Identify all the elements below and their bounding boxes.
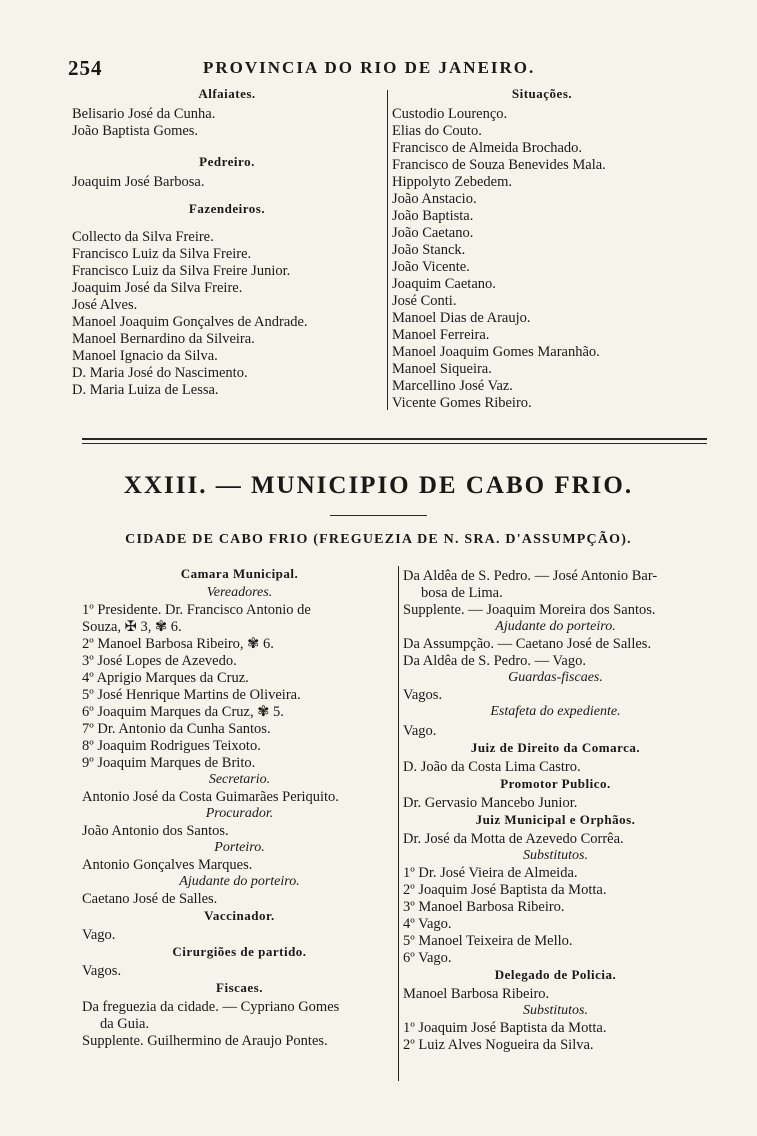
subheading: Secretario. [208, 772, 271, 787]
list-item: Vago. [82, 927, 116, 943]
section-heading: Delegado de Policia. [494, 967, 617, 982]
list-item: Joaquim José Barbosa. [72, 174, 205, 190]
subheading: Procurador. [205, 806, 274, 821]
list-item: Elias do Couto. [392, 123, 482, 139]
subheading: Substitutos. [523, 1003, 588, 1018]
subheading: Substitutos. [523, 848, 588, 863]
chapter-title: XXIII. — MUNICIPIO DE CABO FRIO. [123, 472, 634, 499]
list-item: bosa de Lima. [421, 585, 503, 601]
list-item: Belisario José da Cunha. [72, 106, 216, 122]
list-item: 1º Presidente. Dr. Francisco Antonio de [82, 602, 311, 618]
list-item: Collecto da Silva Freire. [72, 229, 214, 245]
running-head [68, 56, 688, 82]
list-item: D. João da Costa Lima Castro. [403, 759, 581, 775]
list-item: 7º Dr. Antonio da Cunha Santos. [82, 721, 271, 737]
subheading: Estafeta do expediente. [490, 704, 621, 719]
list-item: 1º Dr. José Vieira de Almeida. [403, 865, 578, 881]
list-item: Francisco de Almeida Brochado. [392, 140, 583, 156]
section-heading: Promotor Publico. [500, 776, 611, 791]
list-item: D. Maria José do Nascimento. [72, 365, 248, 381]
list-item: José Alves. [72, 297, 138, 313]
section-heading: Fazendeiros. [188, 201, 266, 216]
list-item: Francisco Luiz da Silva Freire. [72, 246, 252, 262]
section-heading: Camara Municipal. [180, 566, 299, 581]
list-item: 3º José Lopes de Azevedo. [82, 653, 237, 669]
list-item: Supplente. Guilhermino de Araujo Pontes. [82, 1033, 328, 1049]
list-item: 2º Luiz Alves Nogueira da Silva. [403, 1037, 594, 1053]
list-item: Manoel Bernardino da Silveira. [72, 331, 255, 347]
section-heading: Cirurgiões de partido. [172, 944, 307, 959]
list-item: 1º Joaquim José Baptista da Motta. [403, 1020, 607, 1036]
list-item: Caetano José de Salles. [82, 891, 218, 907]
list-item: 6º Vago. [403, 950, 452, 966]
list-item: Manoel Siqueira. [392, 361, 492, 377]
list-item: Vicente Gomes Ribeiro. [392, 395, 532, 411]
list-item: 4º Aprigio Marques da Cruz. [82, 670, 249, 686]
page-header-title: PROVINCIA DO RIO DE JANEIRO. [203, 58, 536, 77]
list-item: João Anstacio. [392, 191, 477, 207]
list-item: João Stanck. [392, 242, 466, 258]
column-divider [387, 90, 388, 410]
list-item: João Baptista. [392, 208, 474, 224]
top-right-column [392, 86, 692, 412]
list-item: 4º Vago. [403, 916, 452, 932]
list-item: Hippolyto Zebedem. [392, 174, 513, 190]
bottom-left-column [82, 566, 397, 1050]
subheading: Vereadores. [206, 585, 273, 600]
section-heading: Juiz de Direito da Comarca. [470, 740, 641, 755]
section-heading: Situações. [511, 86, 573, 101]
list-item: Francisco Luiz da Silva Freire Junior. [72, 263, 291, 279]
section-heading: Pedreiro. [199, 154, 255, 169]
list-item: Manoel Ignacio da Silva. [72, 348, 218, 364]
section-heading: Vaccinador. [204, 908, 275, 923]
top-left-column [72, 86, 382, 399]
list-item: Manoel Ferreira. [392, 327, 490, 343]
list-item: 2º Joaquim José Baptista da Motta. [403, 882, 607, 898]
list-item: Da Assumpção. — Caetano José de Salles. [403, 636, 652, 652]
list-item: Manoel Dias de Araujo. [392, 310, 531, 326]
list-item: Marcellino José Vaz. [392, 378, 513, 394]
list-item: Manoel Joaquim Gonçalves de Andrade. [72, 314, 308, 330]
list-item: Dr. Gervasio Mancebo Junior. [403, 795, 578, 811]
list-item: Joaquim José da Silva Freire. [72, 280, 243, 296]
list-item: Supplente. — Joaquim Moreira dos Santos. [403, 602, 656, 618]
list-item: João Antonio dos Santos. [82, 823, 229, 839]
list-item: 6º Joaquim Marques da Cruz, ✾ 5. [82, 704, 284, 720]
list-item: Vago. [403, 723, 437, 739]
column-divider [398, 566, 399, 1081]
title-rule [330, 515, 427, 516]
section-heading: Fiscaes. [216, 980, 263, 995]
list-item: Dr. José da Motta de Azevedo Corrêa. [403, 831, 624, 847]
list-item: Da Aldêa de S. Pedro. — Vago. [403, 653, 586, 669]
section-heading: Alfaiates. [198, 86, 256, 101]
list-item: 5º José Henrique Martins de Oliveira. [82, 687, 301, 703]
section-separator [82, 443, 707, 444]
list-item: João Caetano. [392, 225, 474, 241]
list-item: da Guia. [100, 1016, 150, 1032]
list-item: Souza, ✠ 3, ✾ 6. [82, 619, 182, 635]
list-item: José Conti. [392, 293, 457, 309]
subheading: Porteiro. [214, 840, 265, 855]
list-item: Vagos. [403, 687, 443, 703]
list-item: Manoel Joaquim Gomes Maranhão. [392, 344, 600, 360]
list-item: Manoel Barbosa Ribeiro. [403, 986, 550, 1002]
list-item: Custodio Lourenço. [392, 106, 508, 122]
list-item: Vagos. [82, 963, 122, 979]
subheading: Ajudante do porteiro. [179, 874, 300, 889]
list-item: Antonio Gonçalves Marques. [82, 857, 253, 873]
list-item: D. Maria Luiza de Lessa. [72, 382, 219, 398]
city-title: CIDADE DE CABO FRIO (FREGUEZIA DE N. SRA. D'ASSUMPÇÃO). [125, 532, 632, 547]
section-separator [82, 438, 707, 440]
list-item: 5º Manoel Teixeira de Mello. [403, 933, 573, 949]
list-item: Da Aldêa de S. Pedro. — José Antonio Bar- [403, 568, 658, 584]
list-item: 8º Joaquim Rodrigues Teixoto. [82, 738, 261, 754]
page-number: 254 [68, 56, 103, 80]
subheading: Ajudante do porteiro. [495, 619, 616, 634]
list-item: Francisco de Souza Benevides Mala. [392, 157, 606, 173]
list-item: Antonio José da Costa Guimarães Periquito. [82, 789, 339, 805]
subheading: Guardas-fiscaes. [508, 670, 603, 685]
list-item: Da freguezia da cidade. — Cypriano Gomes [82, 999, 340, 1015]
list-item: João Baptista Gomes. [72, 123, 199, 139]
section-heading: Juiz Municipal e Orphãos. [475, 812, 636, 827]
list-item: João Vicente. [392, 259, 470, 275]
list-item: 9º Joaquim Marques de Brito. [82, 755, 256, 771]
list-item: 2º Manoel Barbosa Ribeiro, ✾ 6. [82, 636, 274, 652]
list-item: Joaquim Caetano. [392, 276, 496, 292]
list-item: 3º Manoel Barbosa Ribeiro. [403, 899, 565, 915]
bottom-right-column [403, 568, 708, 1054]
